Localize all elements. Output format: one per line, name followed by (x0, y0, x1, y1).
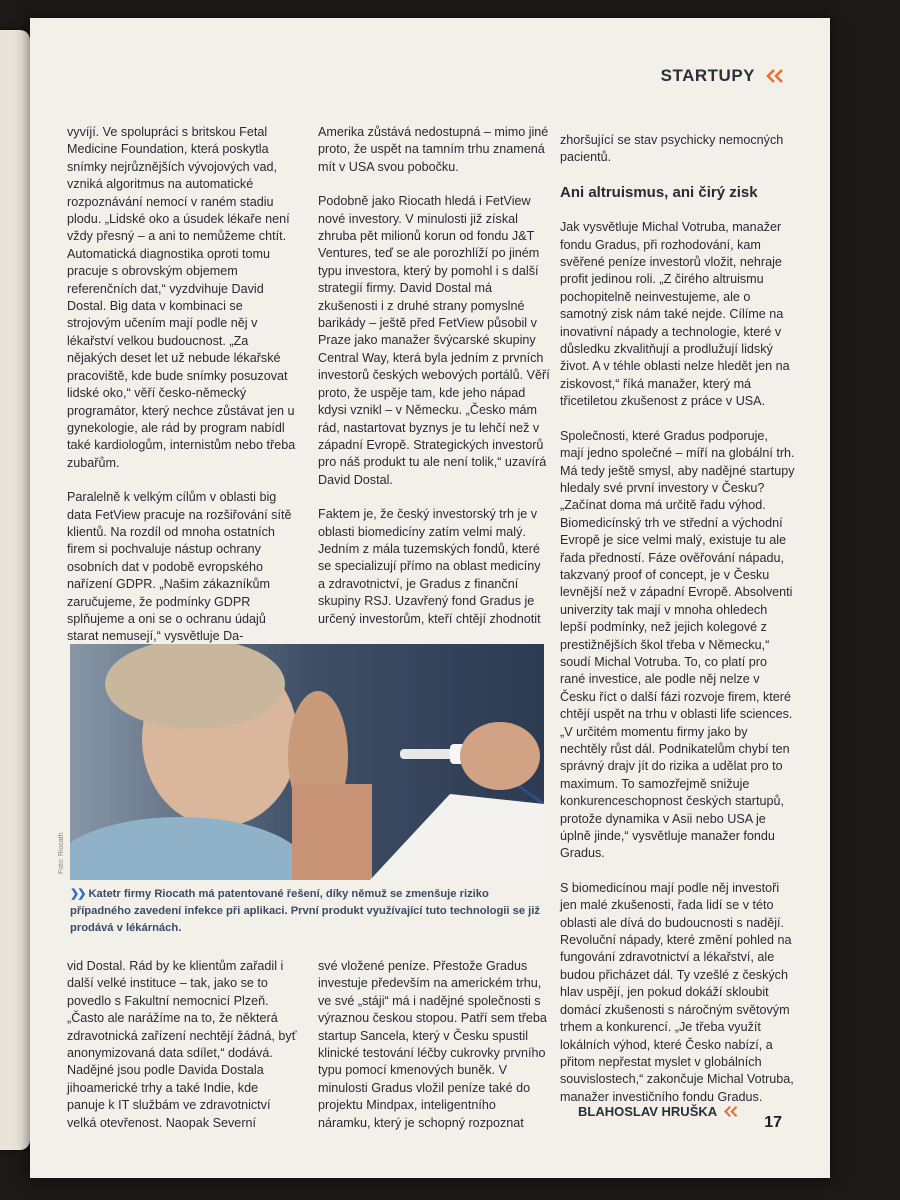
magazine-page (30, 18, 830, 1178)
paragraph: Podobně jako Riocath hledá i FetView nové investory. V minulosti již získal zhruba pět milionů korun od fondu J&T Ventures, teď se ale porozhlíží po jiném typu investora, který by pomohl i s další strategií firmy. David Dostal má zkušenosti i z druhé strany pomyslné barikády – ještě před FetView působil v Praze jako manažer švýcarské skupiny Central Way, která byla jedním z prvních investorů českých webových portálů. Věří proto, že uspěje tam, kde jeho nápad kdysi vznikl – v Německu. „Česko mám rád, nastartovat byznys je tu lehčí než v západní Evropě. Strategických investorů pro náš produkt tu ale není tolik,“ uzavírá David Dostal. (318, 194, 550, 487)
author-name: BLAHOSLAV HRUŠKA (578, 1104, 718, 1119)
paragraph: zhoršující se stav psychicky nemocných pacientů. (560, 133, 784, 165)
article-column-2-bottom (318, 958, 550, 1149)
paragraph: S biomedicínou mají podle něj investoři jen malé zkušenosti, řada lidí se v této oblasti ale dívá do budoucnosti s nadějí. Revoluční nápady, které změní pohled na fungování zdravotnictví a lékařství, ale budou přicházet dál. Ty vzešlé z českých hlav uspějí, jen pokud dokáží skloubit domácí zkušenosti s náročným světovým trhem a konkurencí. „Je třeba využít lokálních výhod, které Česko nabízí, a přitom nepřestat myslet v globálních souvislostech,“ zakončuje Michal Votruba, manažer investičního fondu Gradus. (560, 880, 794, 1104)
caption-chevron-icon: ❯❯ (70, 888, 85, 900)
paragraph: vid Dostal. Rád by ke klientům zařadil i další velké instituce – tak, jako se to povedlo s Fakultní nemocnicí Plzeň. „Často ale narážíme na to, že některá zdravotnická zařízení nechtějí žádná, byť anonymizovaná data sdílet,“ dodává. Nadějné jsou podle Davida Dostala jihoamerické trhy a také Indie, kde panuje k IT službám ve zdravotnictví velká otevřenost. Naopak Severní (67, 959, 297, 1130)
paragraph: své vložené peníze. Přestože Gradus investuje především na americkém trhu, ve své „stáji“ má i nadějné společnosti s výraznou českou stopou. Patří sem třeba startup Sancela, který v Česku spustil klinické testování léčby cukrovky prvního typu pomocí kmenových buněk. V minulosti Gradus vložil peníze také do projektu Mindpax, inteligentního náramku, který je schopný rozpoznat (318, 959, 547, 1130)
catheter-hands-photo (70, 644, 544, 880)
caption-text: Katetr firmy Riocath má patentované řešení, díky němuž se zmenšuje riziko případného zavedení infekce při aplikaci. První produkt využívající tuto technologii se již prodává v lékárnách. (70, 888, 540, 934)
section-label: STARTUPY (660, 66, 755, 85)
paragraph: Jak vysvětluje Michal Votruba, manažer fondu Gradus, při rozhodování, kam svěřené peníze investorů vložit, nehraje profit jedinou roli. „Z čirého altruismu pochopitelně neinvestujeme, ale o samotný zisk nám také nejde. Cílíme na inovativní nápady a technologie, které v důsledku zkvalitňují a prodlužují lidský život. A v téhle oblasti nelze hledět jen na ziskovost,“ říká manažer, který má třicetiletou zkušenost z práce v USA. (560, 220, 790, 409)
article-photo (70, 644, 544, 880)
author-byline (578, 1104, 739, 1119)
article-column-1-bottom (67, 958, 299, 1149)
paragraph: vyvíjí. Ve spolupráci s britskou Fetal Medicine Foundation, která poskytla snímky nejrůznějších vývojových vad, vzniká algoritmus na automatické rozpoznávání nemocí v raném stadiu plodu. „Lidské oko a úsudek lékaře není vždy přesný – a ani to nemůžeme chtít. Automatická diagnostika oproti tomu pracuje s obrovským objemem referenčních dat,“ vyzdvihuje David Dostal. Big data v kombinaci se strojovým učením mají podle něj v lékařství velkou budoucnost. „Za nějakých deset let už nebude lékařské pracoviště, kde bude snímky posuzovat lidské oko,“ věří česko-německý programátor, který nechce zůstávat jen u gynekologie, ale rád by program nabídl také kardiologům, internistům nebo třeba zubařům. (67, 125, 296, 470)
paragraph: Společnosti, které Gradus podporuje, mají jedno společné – míří na globální trh. Má tedy ještě smysl, aby nadějné startupy hledaly své první investory v Česku? „Začínat doma má určitě řadu výhod. Biomedicínský trh ve střední a východní Evropě je sice velmi malý, existuje tu ale řada předností. Fáze ověřování nápadu, takzvaný proof of concept, je v Česku levnější než v západní Evropě. Absolventi univerzity tak mají v mnoha ohledech lepší podmínky, než jejich kolegové z prestižnějších škol třeba v Německu,“ soudí Michal Votruba. To, co platí pro rané investice, ale podle něj nelze v Česku říct o další fázi rozvoje firem, které chtějí uspět na trhu v oblasti life sciences. „V určitém momentu firmy jako by nechtěly růst dál. Podnikatelům chybí ten správný drajv jít do rizika a udělat pro to maximum. To samozřejmě snižuje konkurenceschopnost českých startupů, protože dynamika v Asii nebo USA je úplně jinde,“ vysvětluje manažer fondu Gradus. (560, 428, 795, 861)
subheading: Ani altruismus, ani čirý zisk (560, 183, 758, 201)
photo-credit: Foto: Riocath (58, 832, 65, 874)
article-column-2 (318, 124, 550, 645)
double-chevron-left-icon (765, 68, 785, 84)
page-number: 17 (764, 1114, 782, 1131)
double-chevron-left-icon (723, 1105, 739, 1118)
article-column-1 (67, 124, 299, 663)
page-header (661, 66, 785, 86)
paragraph: Faktem je, že český investorský trh je v oblasti biomedicíny zatím velmi malý. Jedním z mála tuzemských fondů, které se specializují přímo na oblast medicíny a zdravotnictví, je Gradus z finanční skupiny RSJ. Uzavřený fond Gradus je určený investorům, kteří chtějí zhodnotit (318, 507, 541, 626)
paragraph: Amerika zůstává nedostupná – mimo jiné proto, že uspět na tamním trhu znamená mít v USA svou pobočku. (318, 125, 549, 174)
facing-page-edge (0, 30, 30, 1150)
paragraph: Paralelně k velkým cílům v oblasti big data FetView pracuje na rozšiřování sítě klientů. Na rozdíl od mnoha ostatních firem si pochvaluje nástup ochrany osobních dat v podobě evropského nařízení GDPR. „Našim zákazníkům zaručujeme, že podmínky GDPR splňujeme a oni se o ochranu údajů starat nemusejí,“ vysvětluje Da- (67, 490, 292, 644)
article-column-3 (560, 132, 795, 1123)
photo-caption (70, 886, 542, 937)
